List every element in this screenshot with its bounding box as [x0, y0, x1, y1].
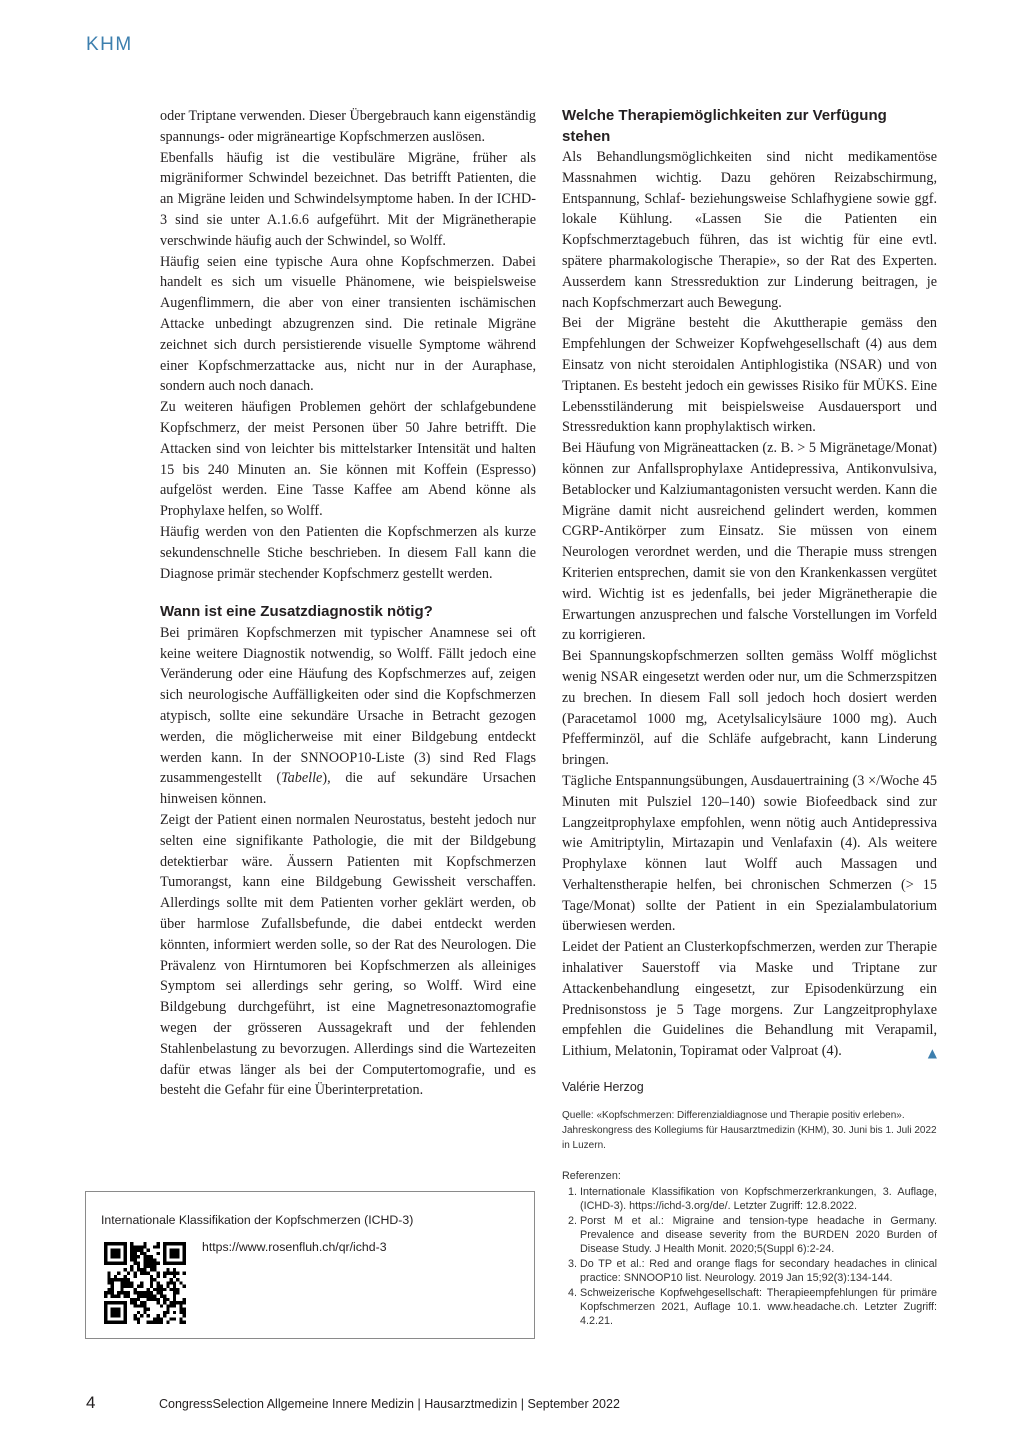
source-note: Quelle: «Kopfschmerzen: Differenzialdiagnose und Therapie positiv erleben». Jahreskongress des Kollegiums für Hausarztmedizin (KHM), 30. Juni bis 1. Juli 2022 in Luzern. [562, 1110, 937, 1152]
paragraph: Bei der Migräne besteht die Akuttherapie gemäss den Empfehlungen der Schweizer Kopfwehgesellschaft (4) aus dem Einsatz von nicht steroidalen Antiphlogistika (NSAR) und von Triptanen. Es besteht jedoch ein gewisses Risiko für MÜKS. Eine Lebensstiländerung mit beispielsweise Ausdauersport und Stressreduktion kann prophylaktisch wirken. [562, 315, 937, 436]
section-heading: Welche Therapiemöglichkeiten zur Verfügung stehen [562, 107, 887, 145]
text-run: Bei primären Kopfschmerzen mit typischer Anamnese sei oft keine weitere Diagnostik notwendig, so Wolff. Fällt jedoch eine Veränderung oder eine Häufung des Kopfschmerzes auf, zeigen sich neurologische Auffälligkeiten oder sind die Kopfschmerzen atypisch, sollte eine sekundäre Ursache in Betracht gezogen werden, die möglicherweise mit einer Bildgebung entdeckt werden kann. In der SNNOOP10-Liste (3) sind Red Flags zusammengestellt ( [160, 624, 536, 787]
paragraph: Zu weiteren häufigen Problemen gehört der schlafgebundene Kopfschmerz, der meist Personen über 50 Jahre betrifft. Die Attacken sind von leichter bis mittelstarker Intensität und halten 15 bis 240 Minuten an. Sie können mit Koffein (Espresso) aufgelöst werden. Eine Tasse Kaffee am Abend könne als Prophylaxe helfen, so Wolff. [160, 399, 536, 520]
end-of-article-icon: ▲ [927, 1046, 937, 1061]
references-list [562, 1185, 937, 1328]
reference-item: 1. Internationale Klassifikation von Kopfschmerzerkrankungen, 3. Auflage, (ICHD-3). https://ichd-3.org/de/. Letzter Zugriff: 12.8.2022. [580, 1185, 937, 1213]
qr-code-icon[interactable] [104, 1242, 186, 1324]
paragraph: oder Triptane verwenden. Dieser Übergebrauch kann eigenständig spannungs- oder migräneartige Kopfschmerzen auslösen. [160, 108, 536, 145]
table-reference: Tabelle [281, 770, 323, 787]
section-heading: Wann ist eine Zusatzdiagnostik nötig? [160, 603, 433, 621]
references-title: Referenzen: [562, 1170, 621, 1183]
box-title: Internationale Klassifikation der Kopfschmerzen (ICHD-3) [101, 1213, 414, 1227]
text-run: Leidet der Patient an Clusterkopfschmerzen, werden zur Therapie inhalativer Sauerstoff via Maske und Triptane zur Attackenbehandlung eingesetzt, zur Episodenkürzung ein Prednisonstoss je 5 Tage morgens. Zur Langzeitprophylaxe empfehlen die Guidelines die Behandlung mit Verapamil, Lithium, Melatonin, Topiramat oder Valproat (4). [562, 939, 937, 1060]
paragraph: Bei Häufung von Migräneattacken (z. B. > 5 Migränetage/Monat) können zur Anfallsprophylaxe Antidepressiva, Antikonvulsiva, Betablocker und Kalziumantagonisten versucht werden. Kann die Migräne damit nicht ausreichend gelindert werden, kommen CGRP-Antikörper zum Einsatz. Sie müssen von einem Neurologen verordnet werden, und die Therapie muss strengen Kriterien entsprechen, damit sie von den Krankenkassen vergütet wird. Wichtig ist es jedenfalls, bei jeder Migränetherapie die Erwartungen anzusprechen und falsche Vorstellungen im Vorfeld zu korrigieren. [562, 440, 937, 644]
paragraph: Als Behandlungsmöglichkeiten sind nicht medikamentöse Massnahmen wichtig. Dazu gehören Reizabschirmung, Entspannung, Schlaf- beziehungsweise Schlafhygiene sowie ggf. lokale Kühlung. «Lassen Sie die Patienten ein Kopfschmerztagebuch führen, das ist wichtig für eine evtl. spätere pharmakologische Therapie», so der Rat des Experten. Ausserdem kann Stressreduktion zur Linderung beitragen, je nach Kopfschmerzart auch Bewegung. [562, 149, 937, 311]
publication-info: CongressSelection Allgemeine Innere Medizin | Hausarztmedizin | September 2022 [159, 1397, 620, 1411]
section-tag: KHM [86, 34, 133, 55]
paragraph: Ebenfalls häufig ist die vestibuläre Migräne, früher als migräniformer Schwindel bezeichnet. Das betrifft Patienten, die an Migräne leiden und Schwindelsymptome haben. In der ICHD-3 sind sie unter A.1.6.6 aufgeführt. Mit der Migränetherapie verschwinde häufig auch der Schwindel, so Wolff. [160, 149, 536, 249]
page-number: 4 [86, 1393, 96, 1412]
reference-item: 4. Schweizerische Kopfwehgesellschaft: Therapieempfehlungen für primäre Kopfschmerzen 2021, Auflage 10.1. www.headache.ch. Letzter Zugriff: 4.2.21. [580, 1286, 937, 1328]
references [562, 1169, 937, 1328]
paragraph [160, 623, 536, 810]
paragraph: Häufig seien eine typische Aura ohne Kopfschmerzen. Dabei handelt es sich um visuelle Phänomene, wie beispielsweise Augenflimmern, die aber von einer transienten ischämischen Attacke unbedingt abzugrenzen sind. Die retinale Migräne zeichnet sich durch persistierende visuelle Symptome während einer Kopfschmerzattacke aus, nicht nur in der Auraphase, sondern auch noch danach. [160, 253, 536, 395]
paragraph: Zeigt der Patient einen normalen Neurostatus, besteht jedoch nur selten eine signifikante Pathologie, die mit der Bildgebung detektierbar wäre. Äussern Patienten mit Kopfschmerzen Tumorangst, kann eine Bildgebung Gewissheit verschaffen. Allerdings sollte mit dem Patienten vorher geklärt werden, ob über harmlose Zufallsbefunde, die dabei entdeckt werden könnten, informiert werden solle, so der Rat des Neurologen. Die Prävalenz von Hirntumoren bei Kopfschmerzen als alleiniges Symptom sei allerdings sehr gering, so Wolff. Wird eine Bildgebung durchgeführt, ist eine Magnetresonaztomografie wegen der grösseren Aussagekraft und der fehlenden Stahlenbelastung zu bevorzugen. Allerdings sind die Wartezeiten dafür etwas länger als bei der Computertomografie, und es besteht die Gefahr für eine Überinterpretation. [160, 812, 536, 1099]
qr-info-box [85, 1191, 535, 1339]
author: Valérie Herzog [562, 1080, 644, 1095]
left-column [160, 106, 536, 1101]
paragraph [562, 937, 937, 1062]
reference-item: 3. Do TP et al.: Red and orange flags for secondary headaches in clinical practice: SNNOOP10 list. Neurology. 2019 Jan 15;92(3):134-144. [580, 1257, 937, 1285]
paragraph: Häufig werden von den Patienten die Kopfschmerzen als kurze sekundenschnelle Stiche beschrieben. In diesem Fall kann die Diagnose primär stechender Kopfschmerz gestellt werden. [160, 523, 536, 582]
paragraph: Bei Spannungskopfschmerzen sollten gemäss Wolff möglichst wenig NSAR eingesetzt werden oder nur, um die Schmerzspitzen zu brechen. In diesem Fall soll jedoch hoch dosiert werden (Paracetamol 1000 mg, Acetylsalicylsäure 1000 mg). Auch Pfefferminzöl, auf die Schläfe aufgebracht, kann Linderung bringen. [562, 648, 937, 769]
paragraph: Tägliche Entspannungsübungen, Ausdauertraining (3 ×/Woche 45 Minuten mit Pulsziel 120–140) sowie Biofeedback sind zur Langzeitprophylaxe empfohlen, wenn nötig auch Antidepressiva wie Amitriptylin, Mirtazapin und Venlafaxin (4). Als weitere Prophylaxe können laut Wolff auch Massagen und Verhaltenstherapie helfen, bei chronischen Schmerzen (> 15 Tage/Monat) sollte der Patient in ein Spezialambulatorium überwiesen werden. [562, 772, 937, 935]
text-run: ), die auf sekundäre Ursachen hinweisen können. [160, 770, 536, 808]
right-column [562, 106, 937, 1329]
reference-item: 2. Porst M et al.: Migraine and tension-type headache in Germany. Prevalence and disease severity from the BURDEN 2020 Burden of Disease Study. J Health Monit. 2020;5(Suppl 6):2-24. [580, 1214, 937, 1256]
qr-link[interactable]: https://www.rosenfluh.ch/qr/ichd-3 [202, 1240, 387, 1254]
